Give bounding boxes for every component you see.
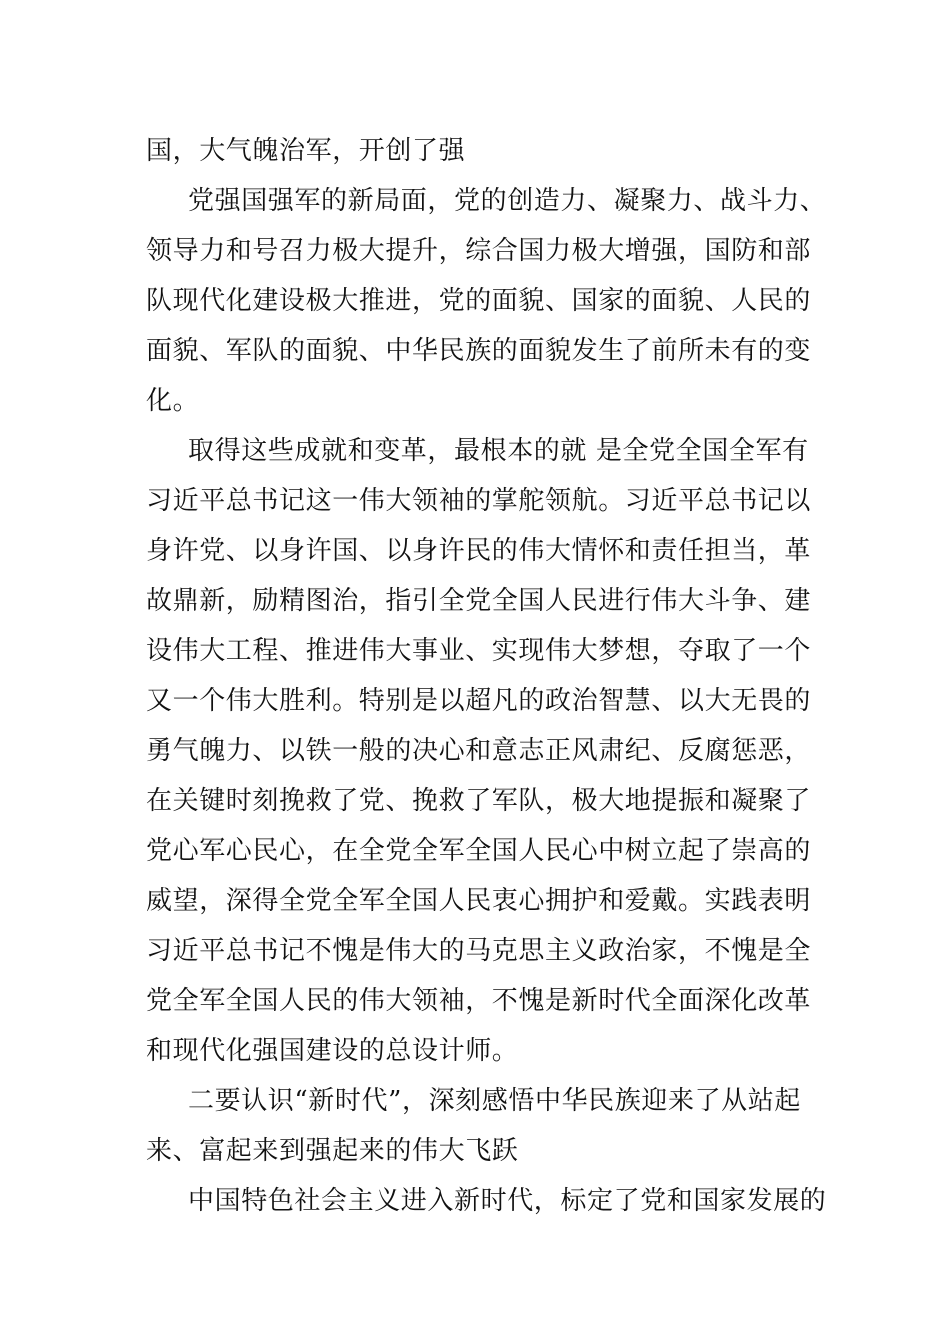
text-line: 党全军全国人民的伟大领袖，不愧是新时代全面深化改革 (146, 986, 812, 1016)
text-line: 勇气魄力、以铁一般的决心和意志正风肃纪、反腐惩恶， (146, 736, 812, 766)
text-line: 面貌、军队的面貌、中华民族的面貌发生了前所未有的变 (146, 336, 812, 366)
text-line: 和现代化强国建设的总设计师。 (146, 1036, 519, 1066)
text-line: 党心军心民心，在全党全军全国人民心中树立起了崇高的 (146, 836, 812, 866)
text-line: 设伟大工程、推进伟大事业、实现伟大梦想，夺取了一个 (146, 636, 812, 666)
paragraph-start: 中国特色社会主义进入新时代，标定了党和国家发展的 (188, 1186, 827, 1216)
text-line: 队现代化建设极大推进，党的面貌、国家的面貌、人民的 (146, 286, 812, 316)
text-line: 又一个伟大胜利。特别是以超凡的政治智慧、以大无畏的 (146, 686, 812, 716)
section-heading-continued: 来、富起来到强起来的伟大飞跃 (146, 1136, 519, 1166)
paragraph-start: 取得这些成就和变革，最根本的就 是全党全国全军有 (188, 436, 809, 466)
text-line: 习近平总书记这一伟大领袖的掌舵领航。习近平总书记以 (146, 486, 812, 516)
text-line: 身许党、以身许国、以身许民的伟大情怀和责任担当，革 (146, 536, 812, 566)
text-line: 威望，深得全党全军全国人民衷心拥护和爱戴。实践表明 (146, 886, 812, 916)
text-line: 在关键时刻挽救了党、挽救了军队，极大地提振和凝聚了 (146, 786, 812, 816)
text-line: 化。 (146, 386, 200, 416)
text-line: 国，大气魄治军，开创了强 (146, 136, 466, 166)
paragraph-start: 党强国强军的新局面，党的创造力、凝聚力、战斗力、 (188, 186, 827, 216)
text-line: 故鼎新，励精图治，指引全党全国人民进行伟大斗争、建 (146, 586, 812, 616)
text-line: 领导力和号召力极大提升，综合国力极大增强，国防和部 (146, 236, 812, 266)
text-line: 习近平总书记不愧是伟大的马克思主义政治家，不愧是全 (146, 936, 812, 966)
section-heading: 二要认识“新时代”，深刻感悟中华民族迎来了从站起 (188, 1086, 801, 1116)
